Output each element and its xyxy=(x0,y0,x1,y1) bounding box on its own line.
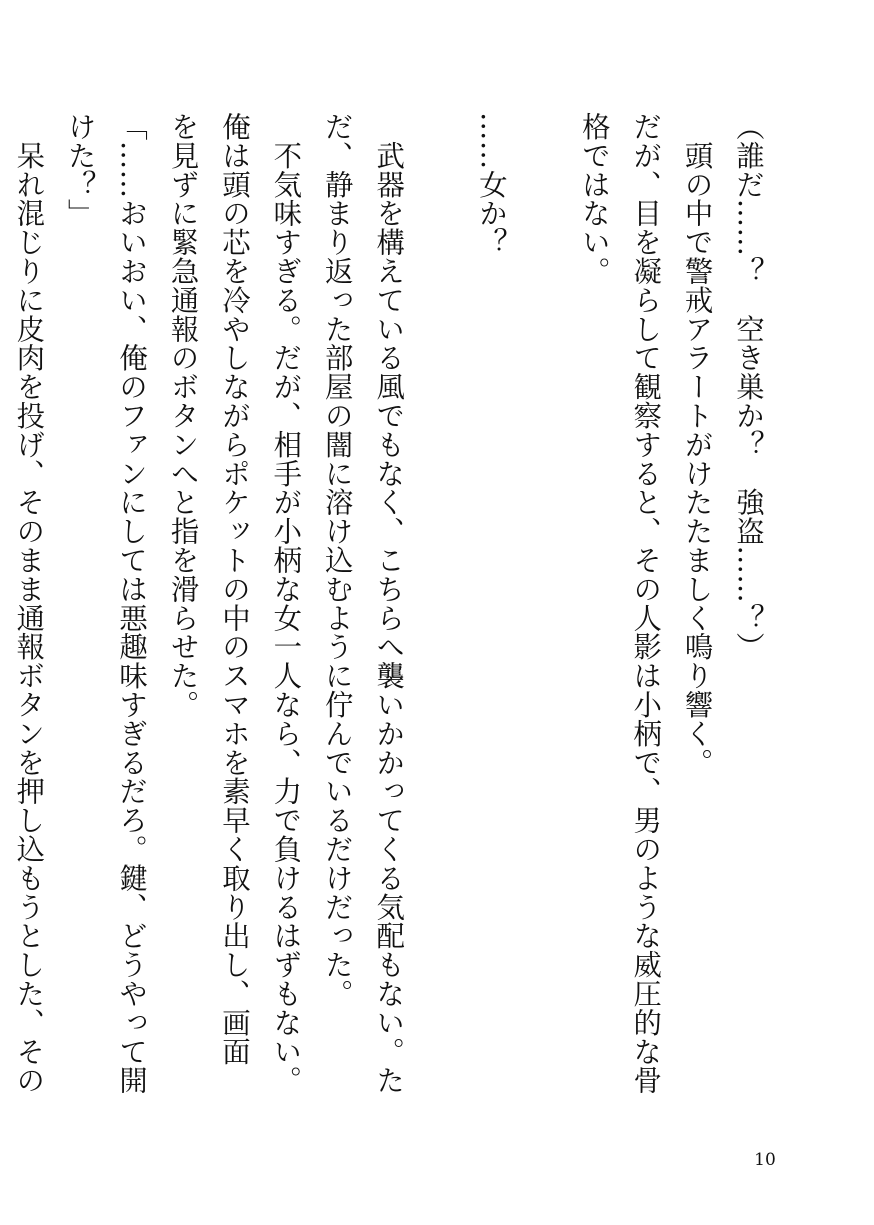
text-line: けた？」 xyxy=(63,112,97,228)
text-line: 格ではない。 xyxy=(577,112,611,286)
text-line: 不気味すぎる。だが、相手が小柄な女一人なら、力で負けるはずもない。 xyxy=(269,112,303,1095)
text-line: 武器を構えている風でもなく、こちらへ襲いかかってくる気配もない。た xyxy=(372,112,406,1095)
text-line: （誰だ……？ 空き巣か？ 強盗……？） xyxy=(732,112,765,662)
text-line: だが、目を凝らして観察すると、その人影は小柄で、男のような威圧的な骨 xyxy=(629,112,663,1095)
blank-line xyxy=(414,112,465,1012)
text-line: だ、静まり返った部屋の闇に溶け込むように佇んでいるだけだった。 xyxy=(320,112,354,1008)
text-line: 俺は頭の芯を冷やしながらポケットの中のスマホを素早く取り出し、画面 xyxy=(217,112,251,1066)
text-line: を見ずに緊急通報のボタンへと指を滑らせた。 xyxy=(166,112,200,719)
vertical-text-body xyxy=(0,112,774,1095)
text-line: 頭の中で警戒アラートがけたたましく鳴り響く。 xyxy=(680,112,714,777)
text-line: 呆れ混じりに皮肉を投げ、そのまま通報ボタンを押し込もうとした、その xyxy=(12,112,46,1095)
blank-line xyxy=(517,112,568,1012)
text-line: 「……おいおい、俺のファンにしては悪趣味すぎるだろ。鍵、どうやって開 xyxy=(115,112,149,1095)
page-number: 10 xyxy=(754,1150,776,1170)
text-line: ……女か？ xyxy=(474,112,508,257)
